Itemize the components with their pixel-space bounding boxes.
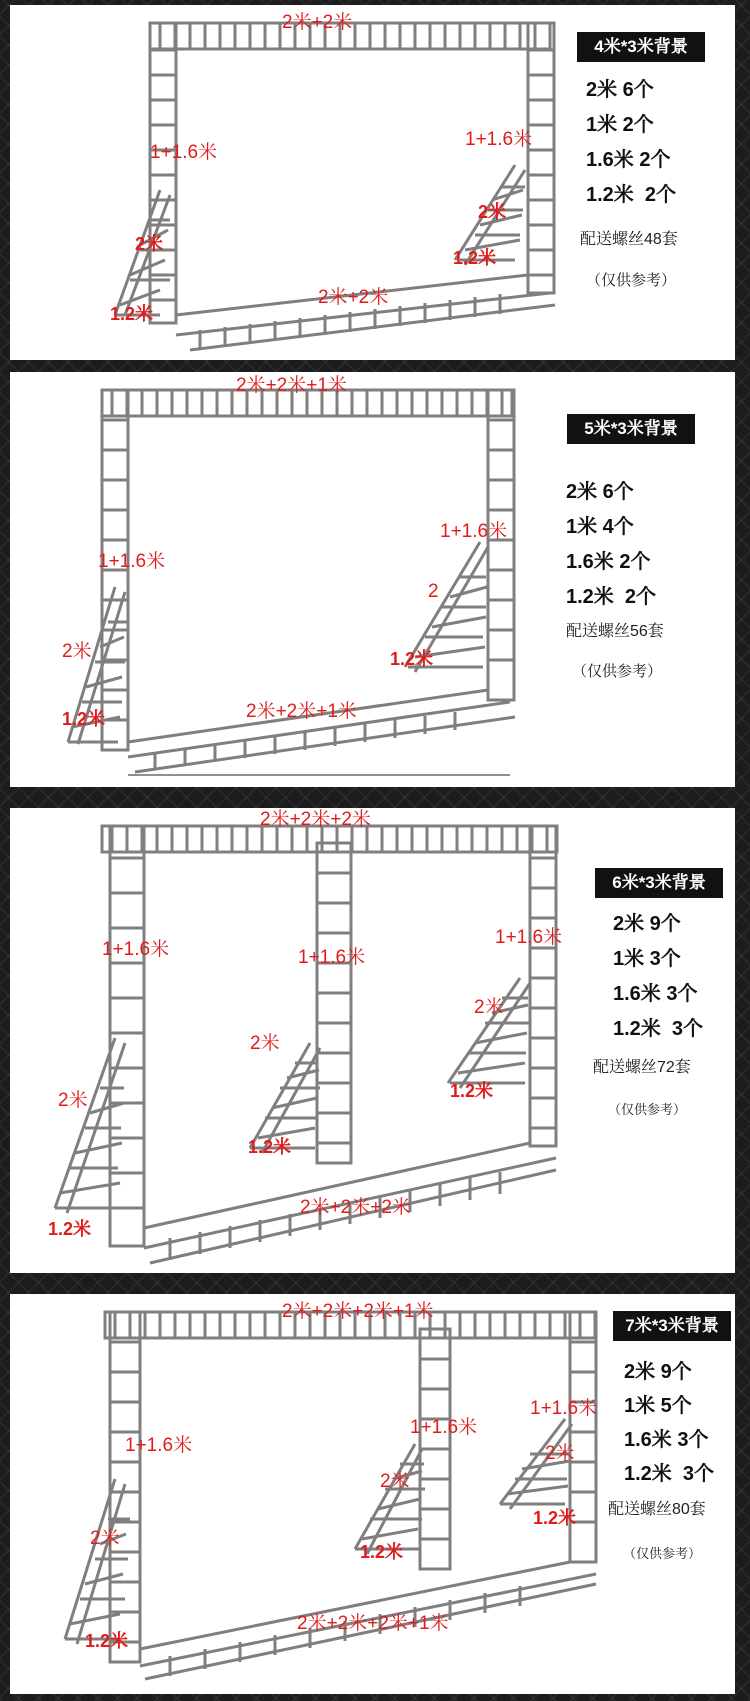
top-beam-label: 2米+2米 [282, 12, 353, 33]
middle-brace-label: 2米 [250, 1033, 280, 1054]
size-title-badge: 5米*3米背景 [567, 414, 695, 444]
right-column-label: 1+1.6米 [465, 129, 533, 150]
right-column-label: 1+1.6米 [495, 927, 563, 948]
right-brace-label: 2 [428, 581, 439, 602]
right-column-label: 1+1.6米 [440, 521, 508, 542]
top-beam-label: 2米+2米+2米+1米 [282, 1301, 434, 1322]
left-brace-label: 2米 [58, 1090, 88, 1111]
left-base-label: 1.2米 [62, 709, 106, 729]
parts-item: 1米 2个 [586, 114, 654, 136]
parts-item: 1.2米 2个 [586, 184, 677, 206]
left-base-label: 1.2米 [48, 1219, 92, 1239]
bottom-beam-label: 2米+2米+2米+1米 [297, 1613, 449, 1634]
left-base-label: 1.2米 [85, 1631, 129, 1651]
reference-note: （仅供参考） [586, 272, 677, 289]
size-title-badge: 7米*3米背景 [613, 1311, 731, 1341]
screws-text: 配送螺丝80套 [608, 1501, 706, 1518]
left-column-label: 1+1.6米 [102, 939, 170, 960]
top-beam-label: 2米+2米+1米 [236, 375, 347, 396]
parts-item: 2米 9个 [624, 1361, 692, 1383]
bottom-beam-label: 2米+2米+2米 [300, 1197, 411, 1218]
left-brace-label: 2米 [135, 234, 164, 254]
parts-item: 1.2米 2个 [566, 586, 657, 608]
right-base-label: 1.2米 [533, 1508, 577, 1528]
middle-base-label: 1.2米 [248, 1137, 292, 1157]
right-base-label: 1.2米 [453, 248, 497, 268]
parts-item: 1.6米 2个 [566, 551, 651, 573]
left-brace-label: 2米 [90, 1528, 120, 1549]
left-column-label: 1+1.6米 [125, 1435, 193, 1456]
right-brace-label: 2米 [474, 997, 504, 1018]
reference-note: （仅供参考） [572, 663, 663, 680]
bottom-beam-label: 2米+2米 [318, 287, 389, 308]
parts-item: 1米 3个 [613, 948, 681, 970]
panel-5x3 [10, 372, 735, 787]
top-beam-label: 2米+2米+2米 [260, 809, 371, 830]
screws-text: 配送螺丝56套 [566, 623, 664, 640]
right-column-label: 1+1.6米 [530, 1398, 598, 1419]
right-brace-label: 2米 [478, 202, 507, 222]
parts-item: 1.2米 3个 [624, 1463, 715, 1485]
parts-item: 1米 5个 [624, 1395, 692, 1417]
parts-item: 2米 6个 [586, 79, 654, 101]
middle-column-label: 1+1.6米 [410, 1417, 478, 1438]
parts-item: 2米 6个 [566, 481, 634, 503]
left-brace-label: 2米 [62, 641, 92, 662]
panel-4x3 [10, 5, 735, 360]
parts-item: 1.2米 3个 [613, 1018, 704, 1040]
left-column-label: 1+1.6米 [98, 551, 166, 572]
bottom-beam-label: 2米+2米+1米 [246, 701, 357, 722]
parts-item: 1.6米 3个 [624, 1429, 709, 1451]
size-title-badge: 6米*3米背景 [595, 868, 723, 898]
screws-text: 配送螺丝72套 [593, 1059, 691, 1076]
reference-note: （仅供参考） [608, 1102, 687, 1117]
parts-item: 1.6米 3个 [613, 983, 698, 1005]
right-base-label: 1.2米 [390, 649, 434, 669]
screws-text: 配送螺丝48套 [580, 231, 678, 248]
middle-base-label: 1.2米 [360, 1542, 404, 1562]
panel-7x3 [10, 1294, 735, 1694]
left-column-label: 1+1.6米 [150, 142, 218, 163]
parts-item: 2米 9个 [613, 913, 681, 935]
right-brace-label: 2米 [545, 1443, 575, 1464]
size-title-badge: 4米*3米背景 [577, 32, 705, 62]
middle-column-label: 1+1.6米 [298, 947, 366, 968]
left-base-label: 1.2米 [110, 304, 154, 324]
right-base-label: 1.2米 [450, 1081, 494, 1101]
parts-item: 1米 4个 [566, 516, 634, 538]
parts-item: 1.6米 2个 [586, 149, 671, 171]
middle-brace-label: 2米 [380, 1471, 410, 1492]
reference-note: （仅供参考） [623, 1546, 702, 1561]
panel-6x3 [10, 808, 735, 1273]
